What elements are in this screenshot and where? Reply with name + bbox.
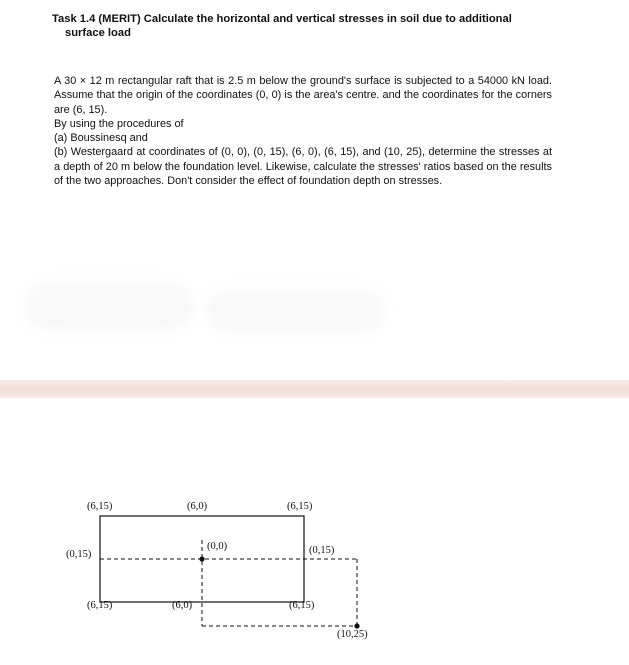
label-outside-point: (10,25) — [337, 629, 368, 640]
outside-point-marker — [354, 623, 359, 628]
label-top-left: (6,15) — [87, 501, 113, 512]
procedures-line: By using the procedures of — [54, 117, 184, 130]
option-a: (a) Boussinesq and — [54, 132, 148, 145]
center-point-marker — [199, 556, 204, 561]
task-title-line2: surface load — [65, 27, 131, 39]
label-center: (0,0) — [207, 541, 228, 552]
label-bottom-left: (6,15) — [87, 600, 113, 611]
label-top-mid: (6,0) — [187, 501, 208, 512]
label-bottom-right: (6,15) — [289, 600, 315, 611]
label-top-right: (6,15) — [287, 501, 313, 512]
label-right-mid: (0,15) — [309, 545, 335, 556]
label-bottom-mid: (6,0) — [172, 600, 193, 611]
option-b: (b) Westergaard at coordinates of (0, 0), (0, 15), (6, 0), (6, 15), and (10, 25), determine the stresses at a depth of 20 m below the foundation level. Likewise, calculate the stresses' ratios based on the results of the two approaches. Don't consider the effect of foundation depth on stresses. — [54, 146, 552, 188]
label-left-mid: (0,15) — [66, 549, 92, 560]
task-title-line1: Task 1.4 (MERIT) Calculate the horizontal and vertical stresses in soil due to additional — [52, 13, 512, 25]
problem-paragraph: A 30 × 12 m rectangular raft that is 2.5 m below the ground's surface is subjected to a 54000 kN load. Assume that the origin of the coordinates (0, 0) is the area's centre. and the coordinates for the corners are (6, 15). — [54, 75, 552, 116]
